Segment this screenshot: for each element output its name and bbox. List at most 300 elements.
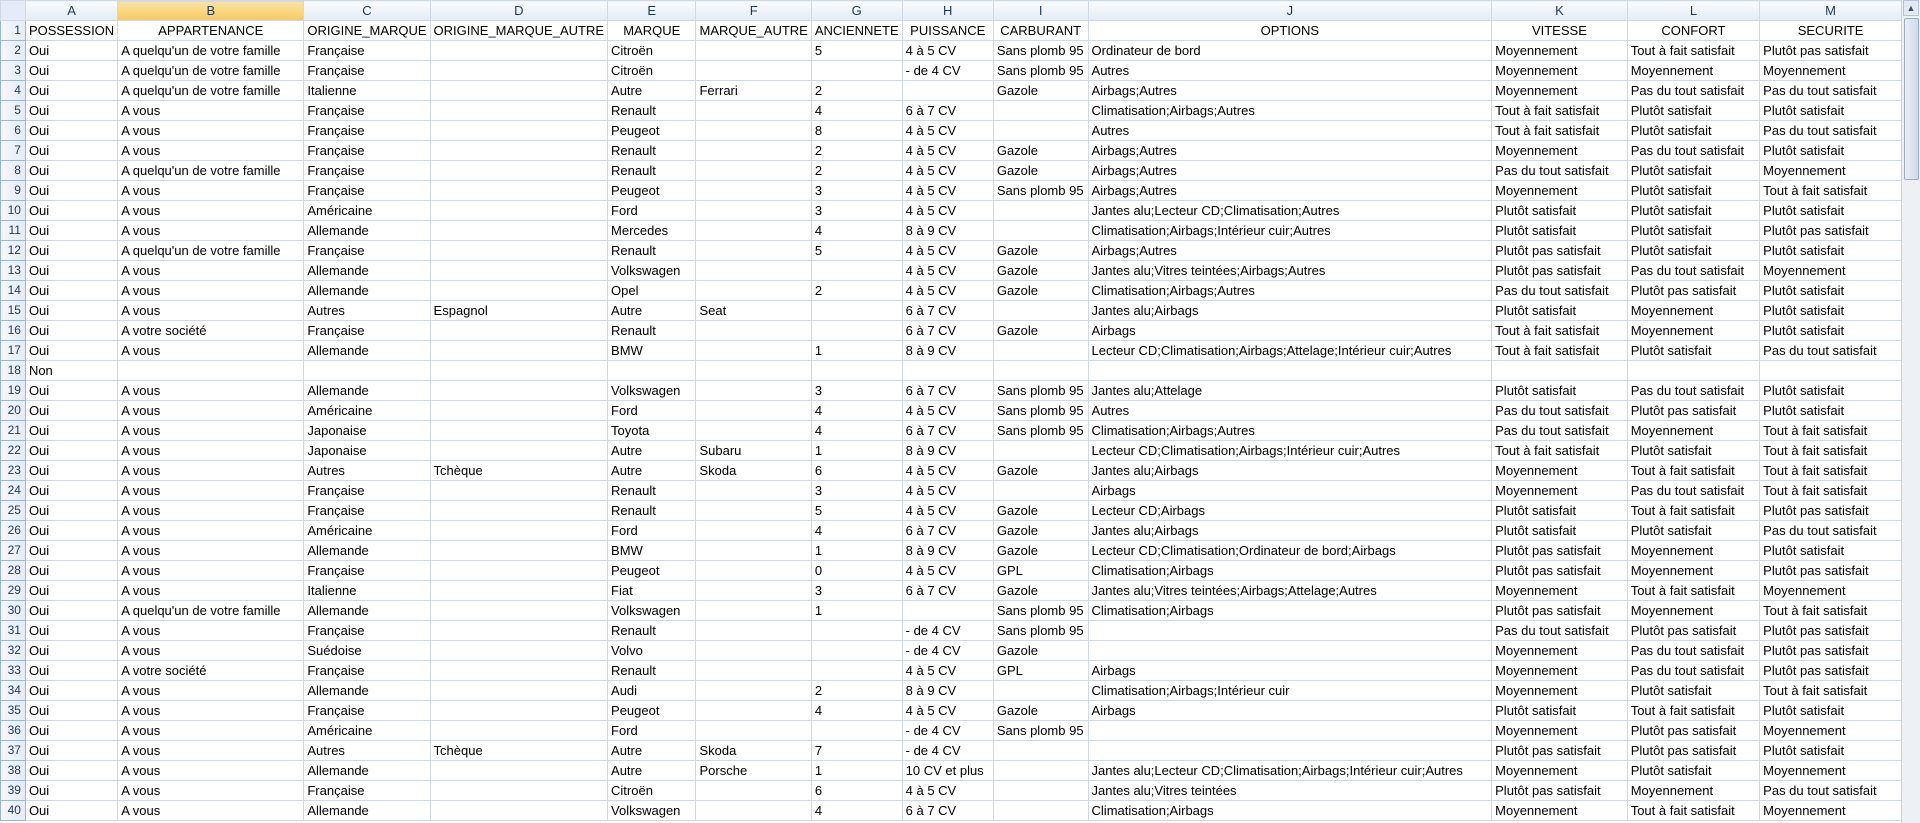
table-cell[interactable]: 6 à 7 CV	[902, 101, 993, 121]
table-cell[interactable]	[993, 101, 1088, 121]
table-cell[interactable]: Sans plomb 95	[993, 621, 1088, 641]
table-cell[interactable]: 2	[811, 141, 902, 161]
table-cell[interactable]: Moyennement	[1492, 461, 1628, 481]
table-cell[interactable]	[430, 721, 607, 741]
table-cell[interactable]: Italienne	[304, 81, 430, 101]
table-cell[interactable]	[696, 201, 811, 221]
table-cell[interactable]: 4 à 5 CV	[902, 261, 993, 281]
table-cell[interactable]: A quelqu'un de votre famille	[118, 601, 304, 621]
table-cell[interactable]: Mercedes	[608, 221, 696, 241]
table-cell[interactable]	[811, 261, 902, 281]
table-cell[interactable]: 0	[811, 561, 902, 581]
table-cell[interactable]: Climatisation;Airbags;Autres	[1088, 101, 1492, 121]
table-cell[interactable]: Jantes alu;Attelage	[1088, 381, 1492, 401]
table-cell[interactable]: Tout à fait satisfait	[1627, 461, 1759, 481]
table-cell[interactable]: Pas du tout satisfait	[1627, 141, 1759, 161]
table-cell[interactable]: Peugeot	[608, 561, 696, 581]
table-cell[interactable]: Plutôt satisfait	[1627, 121, 1759, 141]
table-cell[interactable]: A vous	[118, 481, 304, 501]
field-name-cell[interactable]: MARQUE	[608, 21, 696, 41]
table-cell[interactable]: Oui	[25, 381, 117, 401]
table-cell[interactable]	[118, 361, 304, 381]
table-cell[interactable]: A quelqu'un de votre famille	[118, 41, 304, 61]
table-cell[interactable]: A vous	[118, 741, 304, 761]
table-cell[interactable]	[993, 681, 1088, 701]
table-cell[interactable]: Volkswagen	[608, 801, 696, 821]
table-cell[interactable]	[696, 641, 811, 661]
table-cell[interactable]: A vous	[118, 541, 304, 561]
row-header[interactable]: 36	[1, 721, 26, 741]
table-cell[interactable]: Oui	[25, 181, 117, 201]
table-cell[interactable]: A quelqu'un de votre famille	[118, 241, 304, 261]
table-cell[interactable]: Oui	[25, 421, 117, 441]
table-cell[interactable]: Plutôt satisfait	[1627, 761, 1759, 781]
table-cell[interactable]: Oui	[25, 341, 117, 361]
table-cell[interactable]: Ferrari	[696, 81, 811, 101]
table-cell[interactable]: Renault	[608, 481, 696, 501]
table-cell[interactable]: Citroën	[608, 41, 696, 61]
table-cell[interactable]: Porsche	[696, 761, 811, 781]
table-cell[interactable]: Tout à fait satisfait	[1760, 461, 1902, 481]
table-cell[interactable]	[696, 61, 811, 81]
table-cell[interactable]: Française	[304, 181, 430, 201]
table-cell[interactable]: 1	[811, 441, 902, 461]
table-cell[interactable]: A vous	[118, 721, 304, 741]
table-cell[interactable]	[696, 481, 811, 501]
table-cell[interactable]: Jantes alu;Vitres teintées	[1088, 781, 1492, 801]
table-cell[interactable]: Plutôt satisfait	[1492, 501, 1628, 521]
table-cell[interactable]: Tout à fait satisfait	[1627, 701, 1759, 721]
table-cell[interactable]: Moyennement	[1492, 481, 1628, 501]
table-cell[interactable]: BMW	[608, 541, 696, 561]
table-cell[interactable]: Moyennement	[1760, 761, 1902, 781]
table-cell[interactable]: Plutôt satisfait	[1760, 381, 1902, 401]
table-cell[interactable]: Oui	[25, 101, 117, 121]
table-cell[interactable]: 8 à 9 CV	[902, 441, 993, 461]
table-cell[interactable]: Oui	[25, 321, 117, 341]
table-cell[interactable]: 2	[811, 281, 902, 301]
table-cell[interactable]: Oui	[25, 281, 117, 301]
table-cell[interactable]: Plutôt satisfait	[1492, 701, 1628, 721]
table-cell[interactable]: Tout à fait satisfait	[1760, 681, 1902, 701]
table-cell[interactable]: 4 à 5 CV	[902, 161, 993, 181]
table-cell[interactable]: Fiat	[608, 581, 696, 601]
table-cell[interactable]: Moyennement	[1627, 541, 1759, 561]
table-cell[interactable]	[696, 361, 811, 381]
table-cell[interactable]	[430, 241, 607, 261]
vertical-scrollbar[interactable]	[1901, 0, 1920, 823]
table-cell[interactable]: Autres	[1088, 401, 1492, 421]
row-header[interactable]: 9	[1, 181, 26, 201]
table-cell[interactable]: Renault	[608, 321, 696, 341]
table-cell[interactable]: Moyennement	[1492, 661, 1628, 681]
table-cell[interactable]: 4 à 5 CV	[902, 781, 993, 801]
table-cell[interactable]: 4 à 5 CV	[902, 281, 993, 301]
table-cell[interactable]: A vous	[118, 341, 304, 361]
table-cell[interactable]: 6 à 7 CV	[902, 801, 993, 821]
table-cell[interactable]: 4 à 5 CV	[902, 401, 993, 421]
table-cell[interactable]: Américaine	[304, 721, 430, 741]
table-cell[interactable]: Plutôt satisfait	[1760, 281, 1902, 301]
table-cell[interactable]	[430, 561, 607, 581]
table-cell[interactable]: Gazole	[993, 281, 1088, 301]
table-cell[interactable]	[696, 241, 811, 261]
table-cell[interactable]	[430, 681, 607, 701]
table-cell[interactable]: Jantes alu;Lecteur CD;Climatisation;Autres	[1088, 201, 1492, 221]
table-cell[interactable]: Tout à fait satisfait	[1492, 101, 1628, 121]
table-cell[interactable]: 2	[811, 681, 902, 701]
table-cell[interactable]: Climatisation;Airbags	[1088, 601, 1492, 621]
table-cell[interactable]	[430, 781, 607, 801]
table-cell[interactable]	[993, 301, 1088, 321]
table-cell[interactable]: Peugeot	[608, 121, 696, 141]
scroll-up-icon[interactable]: ▲	[1903, 0, 1919, 16]
table-cell[interactable]: Moyennement	[1627, 321, 1759, 341]
row-header[interactable]: 24	[1, 481, 26, 501]
table-cell[interactable]	[811, 641, 902, 661]
table-cell[interactable]	[430, 381, 607, 401]
table-cell[interactable]: A vous	[118, 101, 304, 121]
table-cell[interactable]: Plutôt satisfait	[1627, 241, 1759, 261]
table-cell[interactable]: Oui	[25, 601, 117, 621]
table-cell[interactable]	[696, 181, 811, 201]
table-cell[interactable]: Tout à fait satisfait	[1627, 801, 1759, 821]
table-cell[interactable]: 4 à 5 CV	[902, 181, 993, 201]
table-cell[interactable]: Subaru	[696, 441, 811, 461]
table-cell[interactable]: Moyennement	[1492, 581, 1628, 601]
table-cell[interactable]: Airbags;Autres	[1088, 141, 1492, 161]
table-cell[interactable]: Allemande	[304, 341, 430, 361]
row-header[interactable]: 34	[1, 681, 26, 701]
table-cell[interactable]: Plutôt pas satisfait	[1492, 781, 1628, 801]
table-cell[interactable]: Jantes alu;Airbags	[1088, 461, 1492, 481]
table-cell[interactable]: 6 à 7 CV	[902, 581, 993, 601]
table-cell[interactable]: - de 4 CV	[902, 641, 993, 661]
table-cell[interactable]: Plutôt pas satisfait	[1760, 661, 1902, 681]
table-cell[interactable]: Oui	[25, 161, 117, 181]
table-cell[interactable]: 4	[811, 421, 902, 441]
table-cell[interactable]: A vous	[118, 301, 304, 321]
table-cell[interactable]: Plutôt pas satisfait	[1627, 401, 1759, 421]
field-name-cell[interactable]: PUISSANCE	[902, 21, 993, 41]
table-cell[interactable]	[430, 801, 607, 821]
column-header-g[interactable]: G	[811, 1, 902, 21]
table-cell[interactable]: Jantes alu;Airbags	[1088, 301, 1492, 321]
table-cell[interactable]: Moyennement	[1760, 61, 1902, 81]
row-header[interactable]: 3	[1, 61, 26, 81]
table-cell[interactable]: Sans plomb 95	[993, 421, 1088, 441]
table-cell[interactable]	[811, 721, 902, 741]
table-cell[interactable]	[1492, 361, 1628, 381]
table-cell[interactable]: Moyennement	[1760, 801, 1902, 821]
scroll-thumb[interactable]	[1904, 18, 1919, 180]
table-cell[interactable]: Oui	[25, 441, 117, 461]
select-all-corner[interactable]	[1, 1, 26, 21]
table-cell[interactable]: Pas du tout satisfait	[1492, 401, 1628, 421]
table-cell[interactable]	[1627, 361, 1759, 381]
table-cell[interactable]: Française	[304, 241, 430, 261]
table-cell[interactable]: Américaine	[304, 201, 430, 221]
table-cell[interactable]: Tout à fait satisfait	[1492, 441, 1628, 461]
row-header[interactable]: 33	[1, 661, 26, 681]
table-cell[interactable]: 1	[811, 341, 902, 361]
table-cell[interactable]: A quelqu'un de votre famille	[118, 81, 304, 101]
table-cell[interactable]	[696, 161, 811, 181]
table-cell[interactable]: Allemande	[304, 761, 430, 781]
row-header[interactable]: 29	[1, 581, 26, 601]
table-cell[interactable]: Moyennement	[1492, 761, 1628, 781]
table-cell[interactable]	[430, 81, 607, 101]
table-cell[interactable]	[811, 61, 902, 81]
table-cell[interactable]: 8 à 9 CV	[902, 341, 993, 361]
table-cell[interactable]: 2	[811, 161, 902, 181]
field-name-cell[interactable]: CARBURANT	[993, 21, 1088, 41]
table-cell[interactable]: Ordinateur de bord	[1088, 41, 1492, 61]
table-cell[interactable]: Gazole	[993, 641, 1088, 661]
row-header[interactable]: 32	[1, 641, 26, 661]
table-cell[interactable]: Airbags;Autres	[1088, 81, 1492, 101]
table-cell[interactable]: Italienne	[304, 581, 430, 601]
table-cell[interactable]: A vous	[118, 581, 304, 601]
table-cell[interactable]: Allemande	[304, 541, 430, 561]
table-cell[interactable]: Plutôt satisfait	[1760, 741, 1902, 761]
table-cell[interactable]	[430, 121, 607, 141]
table-cell[interactable]	[696, 581, 811, 601]
table-cell[interactable]: Plutôt pas satisfait	[1760, 561, 1902, 581]
column-header-j[interactable]: J	[1088, 1, 1492, 21]
table-cell[interactable]: Pas du tout satisfait	[1760, 121, 1902, 141]
table-cell[interactable]	[430, 541, 607, 561]
table-cell[interactable]: Autres	[1088, 61, 1492, 81]
table-cell[interactable]: Française	[304, 481, 430, 501]
table-cell[interactable]: A vous	[118, 561, 304, 581]
table-cell[interactable]: Plutôt satisfait	[1627, 341, 1759, 361]
table-cell[interactable]: Plutôt satisfait	[1627, 221, 1759, 241]
row-header[interactable]: 12	[1, 241, 26, 261]
table-cell[interactable]: Gazole	[993, 501, 1088, 521]
table-cell[interactable]: Oui	[25, 401, 117, 421]
table-cell[interactable]	[696, 321, 811, 341]
table-cell[interactable]	[811, 301, 902, 321]
table-cell[interactable]: Ford	[608, 201, 696, 221]
table-cell[interactable]: Moyennement	[1492, 141, 1628, 161]
table-cell[interactable]: Plutôt satisfait	[1627, 101, 1759, 121]
table-cell[interactable]: Oui	[25, 121, 117, 141]
table-cell[interactable]: Pas du tout satisfait	[1627, 381, 1759, 401]
column-header-k[interactable]: K	[1492, 1, 1628, 21]
row-header[interactable]: 20	[1, 401, 26, 421]
table-cell[interactable]: Plutôt pas satisfait	[1492, 261, 1628, 281]
row-header[interactable]: 28	[1, 561, 26, 581]
table-cell[interactable]: Autres	[304, 301, 430, 321]
table-cell[interactable]	[430, 421, 607, 441]
row-header[interactable]: 19	[1, 381, 26, 401]
table-cell[interactable]: Volkswagen	[608, 261, 696, 281]
table-cell[interactable]	[696, 281, 811, 301]
table-cell[interactable]	[430, 61, 607, 81]
table-cell[interactable]: Plutôt satisfait	[1627, 201, 1759, 221]
table-cell[interactable]: GPL	[993, 561, 1088, 581]
field-name-cell[interactable]: MARQUE_AUTRE	[696, 21, 811, 41]
table-cell[interactable]: Plutôt satisfait	[1492, 381, 1628, 401]
table-cell[interactable]: Renault	[608, 621, 696, 641]
table-cell[interactable]: Gazole	[993, 241, 1088, 261]
table-cell[interactable]: A vous	[118, 281, 304, 301]
row-header[interactable]: 18	[1, 361, 26, 381]
row-header[interactable]: 2	[1, 41, 26, 61]
row-header[interactable]: 13	[1, 261, 26, 281]
table-cell[interactable]: Moyennement	[1627, 61, 1759, 81]
table-cell[interactable]: Citroën	[608, 781, 696, 801]
row-header[interactable]: 8	[1, 161, 26, 181]
table-cell[interactable]: Airbags;Autres	[1088, 161, 1492, 181]
table-cell[interactable]: Plutôt satisfait	[1492, 521, 1628, 541]
table-cell[interactable]: Oui	[25, 61, 117, 81]
column-header-b[interactable]: B	[118, 1, 304, 21]
table-cell[interactable]: Française	[304, 701, 430, 721]
field-name-cell[interactable]: CONFORT	[1627, 21, 1759, 41]
table-cell[interactable]: Moyennement	[1627, 561, 1759, 581]
table-cell[interactable]	[696, 781, 811, 801]
table-cell[interactable]: A vous	[118, 641, 304, 661]
table-cell[interactable]: 6 à 7 CV	[902, 381, 993, 401]
table-cell[interactable]: 3	[811, 201, 902, 221]
row-header[interactable]: 23	[1, 461, 26, 481]
table-cell[interactable]: Moyennement	[1492, 721, 1628, 741]
table-cell[interactable]: Française	[304, 561, 430, 581]
table-cell[interactable]: Sans plomb 95	[993, 401, 1088, 421]
table-cell[interactable]: Gazole	[993, 261, 1088, 281]
table-cell[interactable]: Pas du tout satisfait	[1760, 341, 1902, 361]
table-cell[interactable]: Oui	[25, 241, 117, 261]
table-cell[interactable]: Tout à fait satisfait	[1627, 581, 1759, 601]
table-cell[interactable]: Gazole	[993, 81, 1088, 101]
table-cell[interactable]: 3	[811, 581, 902, 601]
table-cell[interactable]: Jantes alu;Vitres teintées;Airbags;Attelage;Autres	[1088, 581, 1492, 601]
field-name-cell[interactable]: VITESSE	[1492, 21, 1628, 41]
table-cell[interactable]: Pas du tout satisfait	[1627, 481, 1759, 501]
table-cell[interactable]	[993, 761, 1088, 781]
table-cell[interactable]: Plutôt satisfait	[1760, 241, 1902, 261]
table-cell[interactable]: Allemande	[304, 261, 430, 281]
table-cell[interactable]	[696, 681, 811, 701]
table-cell[interactable]: Citroën	[608, 61, 696, 81]
table-cell[interactable]: 4 à 5 CV	[902, 461, 993, 481]
table-cell[interactable]: Pas du tout satisfait	[1492, 281, 1628, 301]
table-cell[interactable]: Oui	[25, 801, 117, 821]
row-header[interactable]: 22	[1, 441, 26, 461]
table-cell[interactable]: Française	[304, 781, 430, 801]
table-cell[interactable]	[430, 401, 607, 421]
field-name-cell[interactable]: ORIGINE_MARQUE	[304, 21, 430, 41]
table-cell[interactable]: A vous	[118, 501, 304, 521]
table-cell[interactable]: Volvo	[608, 641, 696, 661]
table-cell[interactable]: Pas du tout satisfait	[1492, 421, 1628, 441]
table-cell[interactable]: 8 à 9 CV	[902, 541, 993, 561]
table-cell[interactable]: Allemande	[304, 281, 430, 301]
table-cell[interactable]: A vous	[118, 261, 304, 281]
table-cell[interactable]	[430, 521, 607, 541]
table-cell[interactable]: Plutôt pas satisfait	[1760, 641, 1902, 661]
table-cell[interactable]	[696, 261, 811, 281]
row-header[interactable]: 1	[1, 21, 26, 41]
table-cell[interactable]: Oui	[25, 581, 117, 601]
table-cell[interactable]: Française	[304, 121, 430, 141]
field-name-cell[interactable]: ORIGINE_MARQUE_AUTRE	[430, 21, 607, 41]
table-cell[interactable]: 6 à 7 CV	[902, 321, 993, 341]
table-cell[interactable]: Plutôt pas satisfait	[1760, 41, 1902, 61]
table-cell[interactable]: Tchèque	[430, 461, 607, 481]
table-cell[interactable]: Tout à fait satisfait	[1627, 41, 1759, 61]
table-cell[interactable]: Lecteur CD;Climatisation;Airbags;Intérieur cuir;Autres	[1088, 441, 1492, 461]
table-cell[interactable]: Tout à fait satisfait	[1760, 421, 1902, 441]
table-cell[interactable]	[696, 141, 811, 161]
table-cell[interactable]: Moyennement	[1492, 681, 1628, 701]
column-header-m[interactable]: M	[1760, 1, 1902, 21]
table-cell[interactable]: Moyennement	[1492, 81, 1628, 101]
table-cell[interactable]	[430, 261, 607, 281]
table-cell[interactable]: 4 à 5 CV	[902, 41, 993, 61]
table-cell[interactable]: Sans plomb 95	[993, 41, 1088, 61]
table-cell[interactable]: Plutôt satisfait	[1760, 301, 1902, 321]
table-cell[interactable]: 4	[811, 101, 902, 121]
table-cell[interactable]	[430, 161, 607, 181]
table-cell[interactable]: Oui	[25, 141, 117, 161]
table-cell[interactable]: Sans plomb 95	[993, 61, 1088, 81]
table-cell[interactable]: Plutôt pas satisfait	[1627, 741, 1759, 761]
column-header-d[interactable]: D	[430, 1, 607, 21]
table-cell[interactable]: Airbags	[1088, 481, 1492, 501]
table-cell[interactable]	[430, 761, 607, 781]
table-cell[interactable]: Plutôt pas satisfait	[1492, 241, 1628, 261]
table-cell[interactable]: Tout à fait satisfait	[1492, 321, 1628, 341]
table-cell[interactable]: Japonaise	[304, 441, 430, 461]
table-cell[interactable]: Moyennement	[1627, 781, 1759, 801]
table-cell[interactable]: Gazole	[993, 321, 1088, 341]
table-cell[interactable]: 5	[811, 241, 902, 261]
table-cell[interactable]: Ford	[608, 521, 696, 541]
table-cell[interactable]: Française	[304, 41, 430, 61]
table-cell[interactable]	[811, 321, 902, 341]
table-cell[interactable]	[696, 401, 811, 421]
table-cell[interactable]: A vous	[118, 401, 304, 421]
table-cell[interactable]: Tout à fait satisfait	[1760, 181, 1902, 201]
row-header[interactable]: 26	[1, 521, 26, 541]
table-cell[interactable]: A vous	[118, 141, 304, 161]
table-cell[interactable]: 6	[811, 461, 902, 481]
table-cell[interactable]: Plutôt pas satisfait	[1492, 741, 1628, 761]
field-name-cell[interactable]: ANCIENNETE	[811, 21, 902, 41]
field-name-cell[interactable]: OPTIONS	[1088, 21, 1492, 41]
table-cell[interactable]: Climatisation;Airbags;Intérieur cuir	[1088, 681, 1492, 701]
table-cell[interactable]: Jantes alu;Vitres teintées;Airbags;Autres	[1088, 261, 1492, 281]
table-cell[interactable]	[1760, 361, 1902, 381]
row-header[interactable]: 10	[1, 201, 26, 221]
table-cell[interactable]	[696, 701, 811, 721]
table-cell[interactable]: Airbags	[1088, 701, 1492, 721]
table-cell[interactable]: 8	[811, 121, 902, 141]
table-cell[interactable]: Oui	[25, 501, 117, 521]
table-cell[interactable]: Française	[304, 101, 430, 121]
table-cell[interactable]: Oui	[25, 81, 117, 101]
table-cell[interactable]	[696, 721, 811, 741]
field-name-cell[interactable]: POSSESSION	[25, 21, 117, 41]
table-cell[interactable]: Oui	[25, 661, 117, 681]
table-cell[interactable]: Espagnol	[430, 301, 607, 321]
table-cell[interactable]: Moyennement	[1627, 601, 1759, 621]
table-cell[interactable]: Pas du tout satisfait	[1627, 261, 1759, 281]
table-cell[interactable]: Plutôt pas satisfait	[1760, 221, 1902, 241]
